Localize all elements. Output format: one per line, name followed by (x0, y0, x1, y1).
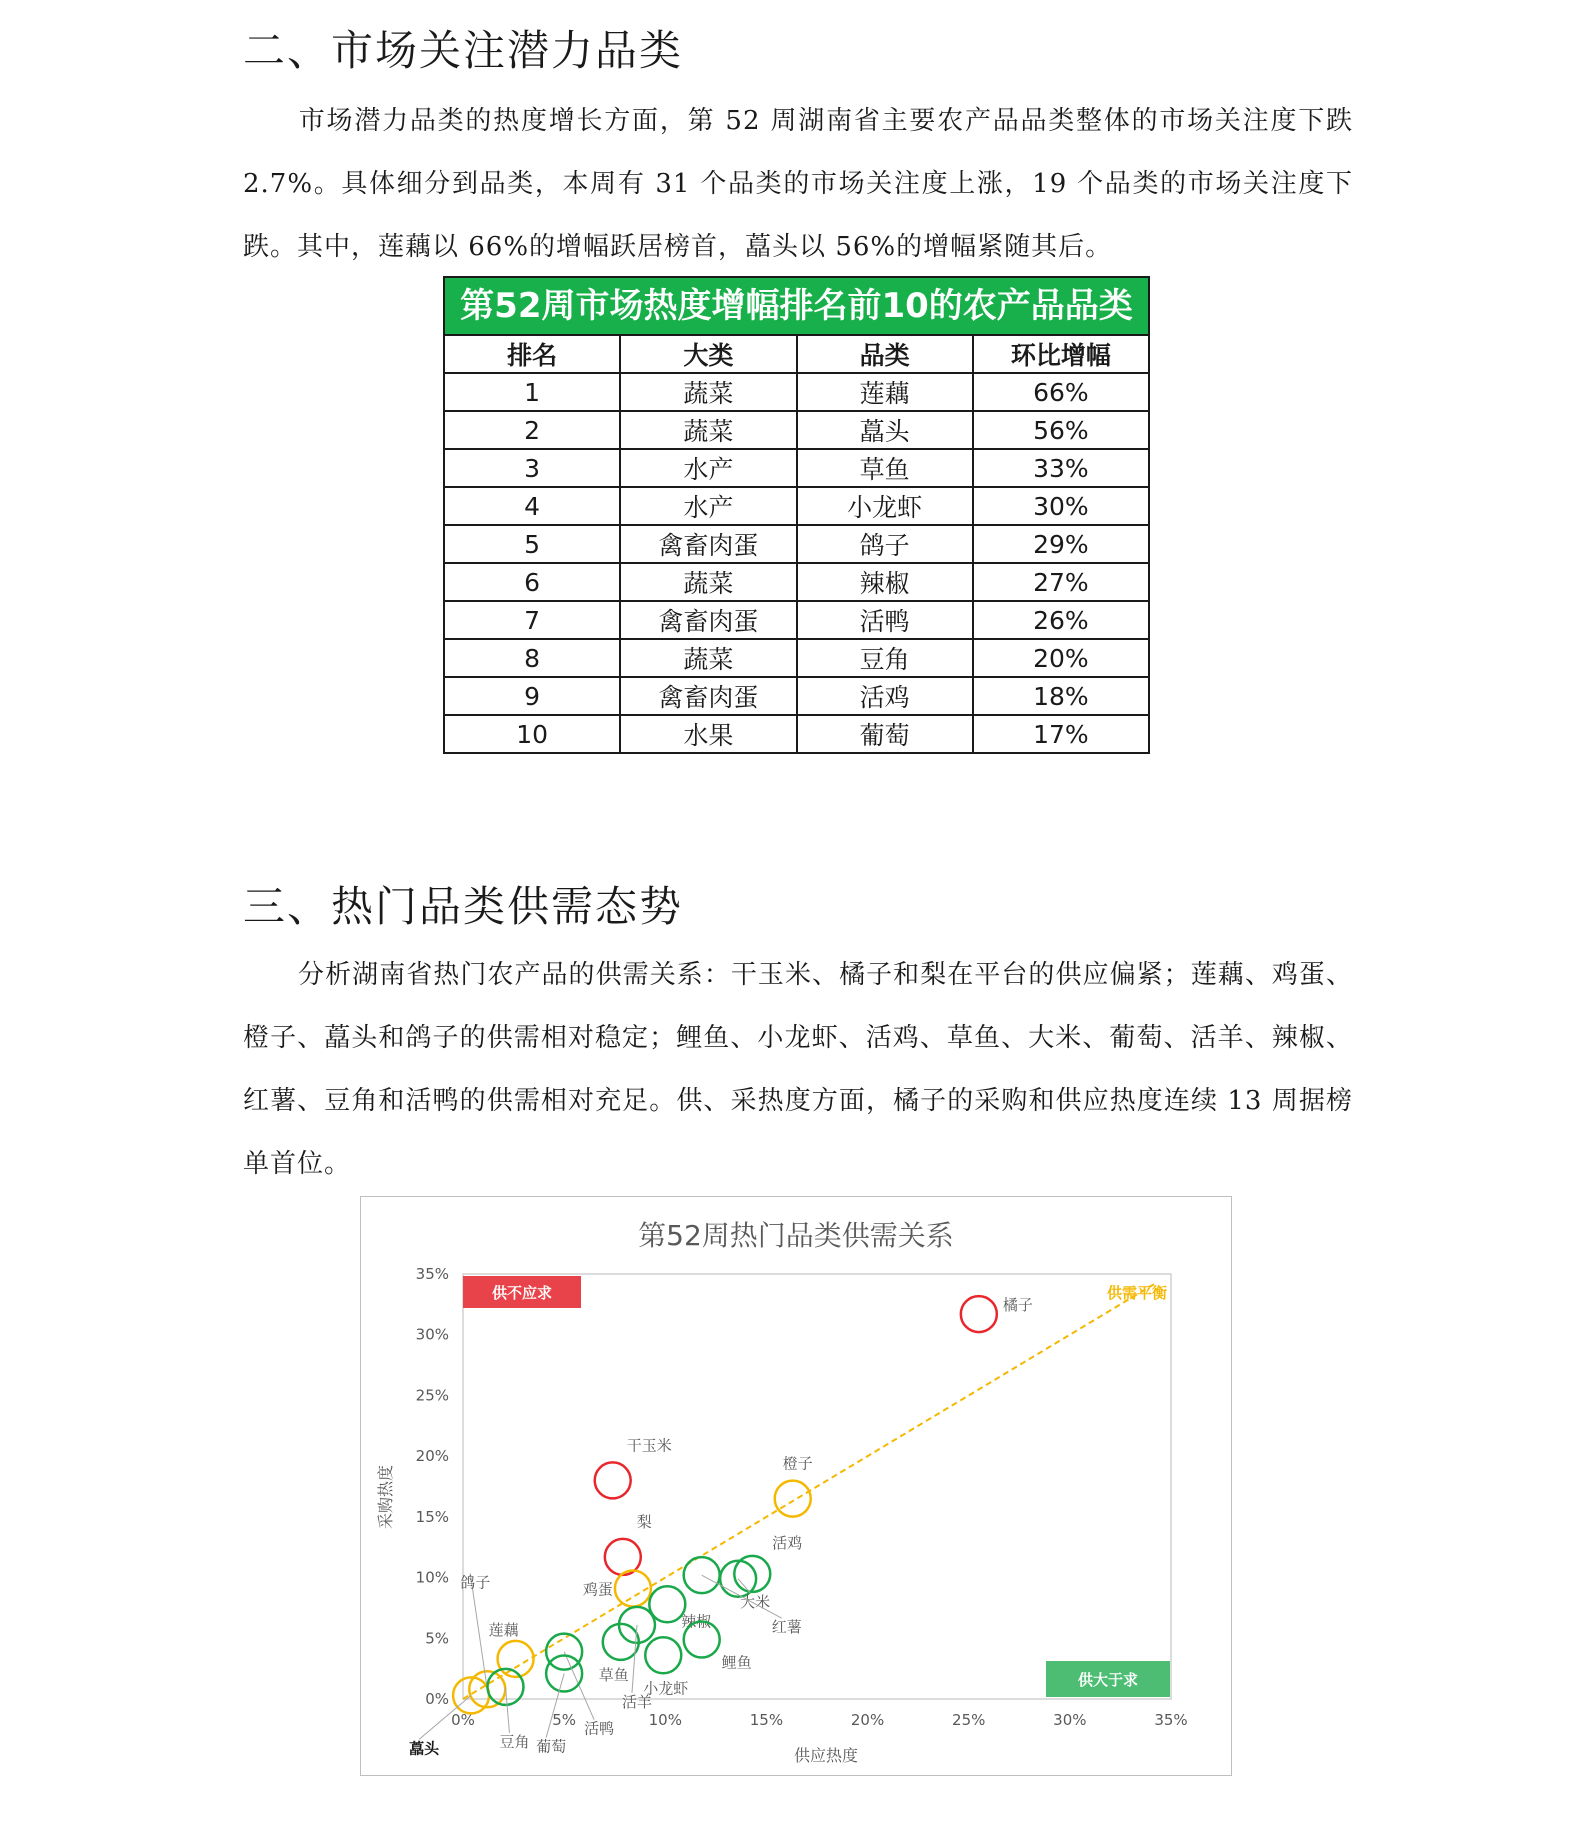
cell-category: 禽畜肉蛋 (620, 525, 796, 563)
cell-growth: 18% (973, 677, 1149, 715)
point-label: 辣椒 (681, 1612, 712, 1631)
supply-demand-paragraph (243, 944, 1353, 1196)
cell-category: 水产 (620, 487, 796, 525)
cell-item: 莲藕 (797, 373, 973, 411)
table-row (444, 639, 1149, 677)
ranking-table-body (444, 373, 1149, 753)
table-header-row (444, 335, 1149, 373)
cell-item: 豆角 (797, 639, 973, 677)
header-rank: 排名 (444, 335, 620, 373)
cell-item: 活鸭 (797, 601, 973, 639)
point-label: 藠头 (409, 1739, 440, 1758)
point-label: 鲤鱼 (721, 1653, 752, 1672)
data-point (961, 1296, 997, 1332)
market-potential-text: 市场潜力品类的热度增长方面，第 52 周湖南省主要农产品品类整体的市场关注度下跌 2.7%。具体细分到品类，本周有 31 个品类的市场关注度上涨，19 个品类的市场关注度下跌。其中，莲藕以 66%的增幅跃居榜首，藠头以 56%的增幅紧随其后。 (243, 106, 1353, 262)
cell-growth: 66% (973, 373, 1149, 411)
x-tick-label: 5% (552, 1711, 577, 1729)
cell-growth: 29% (973, 525, 1149, 563)
cell-category: 蔬菜 (620, 639, 796, 677)
cell-category: 水果 (620, 715, 796, 753)
y-tick-label: 5% (425, 1629, 449, 1648)
data-point (645, 1637, 681, 1673)
cell-category: 蔬菜 (620, 563, 796, 601)
supply-demand-text: 分析湖南省热门农产品的供需关系：干玉米、橘子和梨在平台的供应偏紧；莲藕、鸡蛋、橙子、藠头和鸽子的供需相对稳定；鲤鱼、小龙虾、活鸡、草鱼、大米、葡萄、活羊、辣椒、红薯、豆角和活鸭的供需相对充足。供、采热度方面，橘子的采购和供应热度连续 13 周据榜单首位。 (243, 960, 1353, 1179)
supply-demand-chart (360, 1196, 1232, 1776)
x-tick-label: 20% (850, 1711, 885, 1729)
data-point (595, 1462, 631, 1498)
table-row (444, 373, 1149, 411)
table-row (444, 715, 1149, 753)
point-label: 鸽子 (460, 1573, 491, 1592)
cell-growth: 27% (973, 563, 1149, 601)
point-label-leader (632, 1625, 637, 1693)
surplus-label: 供大于求 (1077, 1671, 1139, 1689)
table-row (444, 563, 1149, 601)
cell-rank: 5 (444, 525, 620, 563)
y-tick-label: 10% (415, 1568, 449, 1587)
cell-item: 辣椒 (797, 563, 973, 601)
point-label: 活鸡 (772, 1533, 803, 1552)
cell-rank: 4 (444, 487, 620, 525)
y-tick-label: 15% (415, 1507, 449, 1526)
data-point (720, 1561, 756, 1597)
cell-rank: 1 (444, 373, 620, 411)
cell-category: 蔬菜 (620, 411, 796, 449)
table-row (444, 487, 1149, 525)
cell-category: 水产 (620, 449, 796, 487)
point-label: 干玉米 (626, 1436, 672, 1455)
x-tick-label: 10% (648, 1711, 682, 1729)
point-label: 橙子 (782, 1454, 813, 1473)
cell-rank: 6 (444, 563, 620, 601)
point-label: 莲藕 (488, 1620, 519, 1639)
ranking-table (443, 276, 1150, 754)
cell-growth: 20% (973, 639, 1149, 677)
table-row (444, 601, 1149, 639)
y-tick-label: 25% (415, 1386, 449, 1405)
table-row (444, 449, 1149, 487)
balance-line-label: 供需平衡 (1106, 1284, 1167, 1302)
table-row (444, 525, 1149, 563)
cell-rank: 2 (444, 411, 620, 449)
cell-growth: 26% (973, 601, 1149, 639)
point-label: 橘子 (1002, 1296, 1033, 1315)
y-tick-label: 0% (425, 1690, 449, 1708)
point-label: 红薯 (771, 1618, 802, 1637)
x-tick-label: 25% (952, 1711, 986, 1729)
cell-growth: 56% (973, 411, 1149, 449)
cell-rank: 3 (444, 449, 620, 487)
point-label: 活鸭 (584, 1719, 615, 1738)
data-point (775, 1481, 811, 1517)
shortage-label: 供不应求 (491, 1284, 553, 1302)
cell-growth: 17% (973, 715, 1149, 753)
x-axis-label: 供应热度 (793, 1746, 859, 1765)
cell-category: 蔬菜 (620, 373, 796, 411)
y-tick-label: 35% (415, 1265, 449, 1283)
point-label: 大米 (740, 1592, 771, 1611)
cell-growth: 30% (973, 487, 1149, 525)
cell-item: 小龙虾 (797, 487, 973, 525)
y-axis-label: 采购热度 (376, 1464, 395, 1530)
point-label: 草鱼 (598, 1665, 629, 1684)
chart-svg (361, 1197, 1231, 1775)
point-label: 梨 (636, 1512, 652, 1531)
point-label: 活羊 (621, 1692, 652, 1711)
section-title-market-potential: 二、市场关注潜力品类 (243, 26, 684, 75)
x-tick-label: 0% (451, 1711, 475, 1729)
cell-category: 禽畜肉蛋 (620, 601, 796, 639)
cell-item: 葡萄 (797, 715, 973, 753)
table-row (444, 411, 1149, 449)
data-point (546, 1634, 582, 1670)
header-item: 品类 (797, 335, 973, 373)
point-label: 葡萄 (536, 1737, 567, 1756)
section-title-supply-demand: 三、热门品类供需态势 (243, 882, 684, 931)
data-point (684, 1557, 720, 1593)
cell-rank: 9 (444, 677, 620, 715)
cell-growth: 33% (973, 449, 1149, 487)
ranking-table-grid (443, 334, 1150, 754)
header-growth: 环比增幅 (973, 335, 1149, 373)
point-label-leader (505, 1687, 509, 1733)
market-potential-paragraph (243, 90, 1353, 279)
header-category: 大类 (620, 335, 796, 373)
x-tick-label: 15% (749, 1711, 784, 1729)
chart-title: 第52周热门品类供需关系 (638, 1219, 954, 1252)
point-label: 鸡蛋 (582, 1580, 613, 1599)
x-tick-label: 35% (1154, 1711, 1188, 1729)
ranking-table-title: 第52周市场热度增幅排名前10的农产品品类 (443, 276, 1150, 334)
table-row (444, 677, 1149, 715)
cell-item: 藠头 (797, 411, 973, 449)
cell-item: 鸽子 (797, 525, 973, 563)
x-tick-label: 30% (1053, 1711, 1087, 1729)
y-tick-label: 30% (415, 1325, 449, 1344)
cell-rank: 10 (444, 715, 620, 753)
point-label: 豆角 (499, 1732, 530, 1751)
y-tick-label: 20% (415, 1447, 449, 1466)
cell-rank: 8 (444, 639, 620, 677)
point-label: 小龙虾 (643, 1679, 689, 1698)
cell-item: 活鸡 (797, 677, 973, 715)
cell-rank: 7 (444, 601, 620, 639)
cell-category: 禽畜肉蛋 (620, 677, 796, 715)
cell-item: 草鱼 (797, 449, 973, 487)
data-point (649, 1586, 685, 1622)
